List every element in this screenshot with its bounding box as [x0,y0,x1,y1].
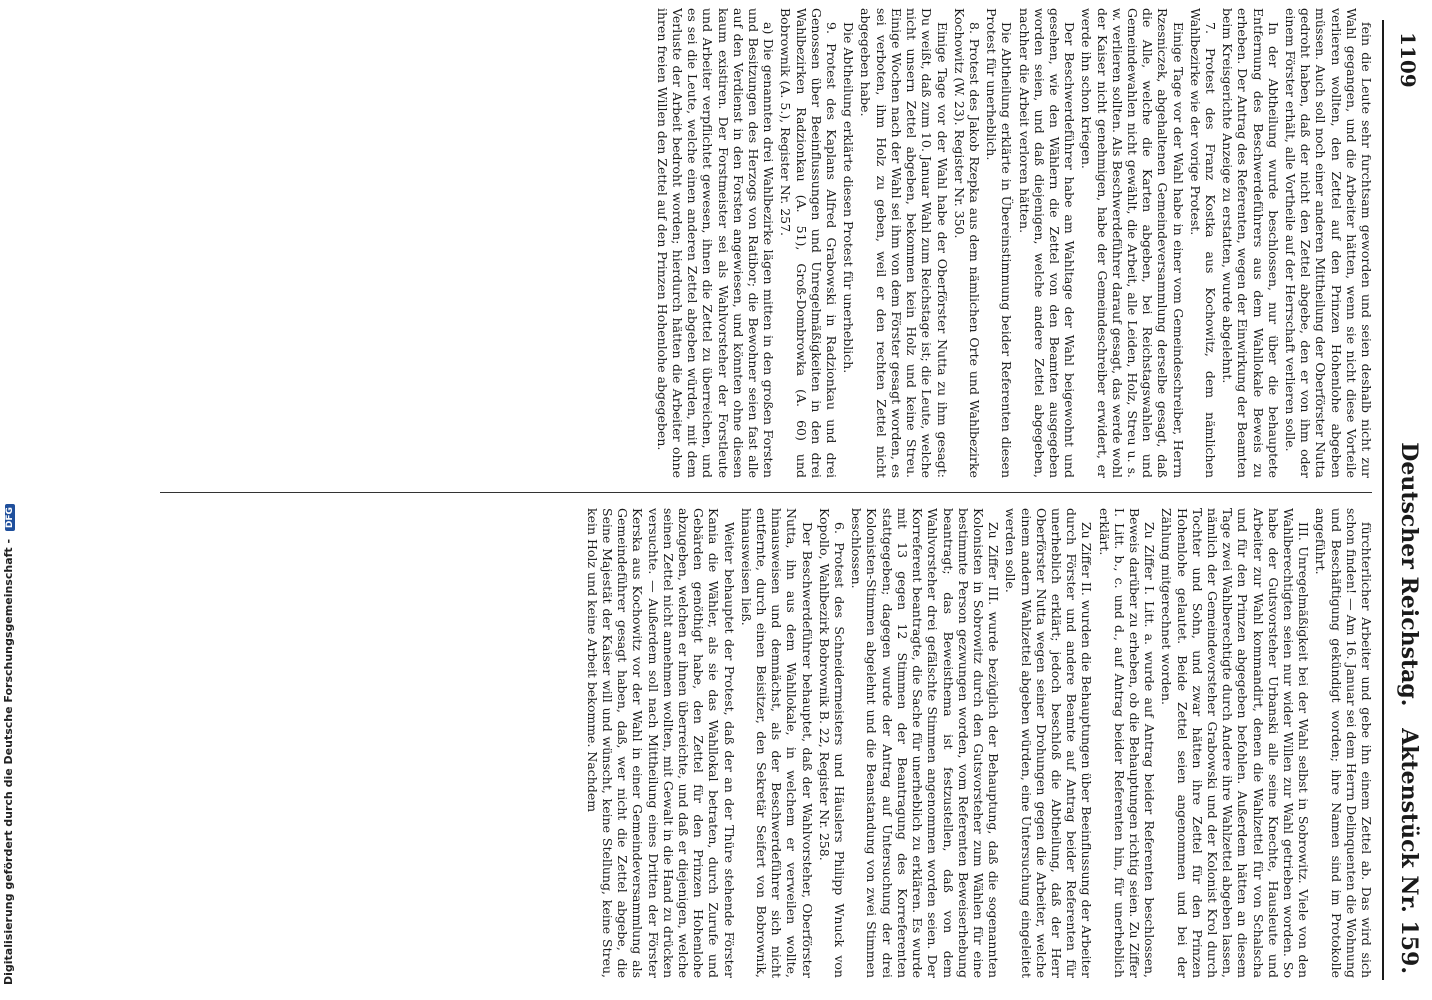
paragraph: 7. Protest des Franz Kostka aus Kochowitz, dem nämlichen Wahlbezirke wie der vorige Protest. [1187,8,1218,478]
running-title [1396,442,1422,974]
paragraph: 6. Protest des Schneidermeisters und Häuslers Philipp Wnuck von Kopollo, Wahlbezirk Bobrownik B. 22, Register Nr. 258. [816,508,848,978]
paragraph: Zu Ziffer III. wurde bezüglich der Behauptung, daß die sogenannten Kolonisten in Sobrowitz durch den Gutsvorsteher zum Wählen für eine bestimmte Person gezwungen worden, vom Referenten Beweiserhebung beantragt; das Beweisthema ist festzustellen, daß von dem Wahlvorsteher drei gefälschte Stimmen angenommen worden seien. Der Korreferent beantragte, die Sache für unerheblich zu erklären. Es wurde mit 13 gegen 12 Stimmen der Beantragung des Korreferenten stattgegeben; dagegen wurde der Antrag auf Untersuchung der drei Kolonisten-Stimmen abgelehnt und die Beanstandung von zwei Stimmen beschlossen. [849,508,1002,978]
paragraph: Der Beschwerdeführer behauptet, daß der Wahlvorsteher, Oberförster Nutta, ihn aus dem Wahllokale, in welchem er verweilen wollte, hinausweisen und demnächst, als der Beschwerdeführer sich nicht entfernte, durch einen Beisitzer, den Sekretär Seifert von Bobrownik, hinausweisen ließ. [738,508,815,978]
digitization-text: Digitalisierung gefördert durch die Deutsche Forschungsgemeinschaft - [2,538,15,985]
paragraph: Die Abtheilung erklärte diesen Protest für unerheblich. [841,22,857,374]
running-title-right: Aktenstück Nr. 159. [1396,728,1422,974]
text-column-right [160,508,1374,978]
running-header [1372,0,1432,1000]
paragraph: Einige Tage vor der Wahl habe der Oberförster Nutta zu ihm gesagt: Du weißt, daß zum 10. Januar Wahl zum Reichstage ist; die Leute, welche nicht unsern Zettel abgeben, bekommen kein Holz und keine Streu. Einige Wochen nach der Wahl sei ihm von dem Förster gesagt worden, es sei verboten, ihm Holz zu geben, weil er den rechten Zettel nicht abgegeben habe. [858,8,950,478]
paragraph: Die Abtheilung erklärte in Übereinstimmung beider Referenten diesen Protest für unerheblich. [984,8,1015,478]
page-number: 1109 [1396,32,1420,88]
dfg-logo: DFG [5,504,15,531]
paragraph: 8. Protest des Jakob Rzepka aus dem nämlichen Orte und Wahlbezirke Kochowitz (W. 23). Register Nr. 350. [951,8,982,478]
paragraph: fürchterlicher Arbeiter und gebe ihn einem Zettel ab. Das wird sich schon finden! — Am 16. Januar sei dem Herrn Delinquenten die Wohnung und Beschäftigung gekündigt worden; ihre Namen sind im Protokolle angeführt. [1313,508,1374,978]
paragraph: fein die Leute sehr furchtsam geworden und seien deshalb nicht zur Wahl gegangen, und die Arbeiter hätten, wenn sie nicht diese Vorteile verlieren wollten, den Zettel auf den Prinzen Hohenlohe abgeben müssen. Auch soll noch einer anderen Mittheilung der Oberförster Nutta gedroht haben, daß der nicht den Zettel abgebe, den er von ihm oder einem Förster erhält, alle Vortheile auf der Herrschaft verlieren solle. [1282,8,1374,478]
paragraph: In der Abtheilung wurde beschlossen, nur über die behauptete Entfernung des Beschwerdeführers aus dem Wahllokale Beweis zu erheben. Der Antrag des Referenten, wegen der Einwirkung der Beamten beim Kreisgerichte Anzeige zu erstatten, wurde abgelehnt. [1220,8,1281,478]
paragraph: Der Beschwerdeführer habe am Wahltage der Wahl beigewohnt und gesehen, wie den Wählern die Zettel von den Beamten ausgegeben worden seien, und daß diejenigen, welche andere Zettel abgegeben, nachher die Arbeit verloren hätten. [1016,8,1078,478]
text-column-left [160,8,1374,478]
paragraph: 9. Protest des Kaplans Alfred Grabowski in Radzionkau und drei Genossen über Beeinflussungen und Unregelmäßigkeiten in den drei Wahlbezirken Radzionkau (A. 51), Groß-Dombrowka (A. 60) und Bobrownik (A. 5.), Register Nr. 257. [778,8,840,478]
column-divider [160,492,1372,493]
bottom-margin [0,0,160,1000]
paragraph: Zu Ziffer I. Litt. a. wurde auf Antrag beider Referenten beschlossen, Beweis darüber zu erheben, ob die Behauptungen richtig seien. Zu Ziffer I. Litt. b., c. und d., auf Antrag beider Referenten hin, für unerheblich erklärt. [1096,508,1158,978]
paragraph: Einige Tage vor der Wahl habe in einer vom Gemeindeschreiber, Herrn Rzesniczek, abgehaltenen Gemeindeversammlung derselbe gesagt, daß die Alle, welche die Karten abgeben, bei Reichstagswahlen und Gemeindewahlen nicht gewählt, die Arbeit, alle Leiden, Holz, Streu u. s. w. verlieren sollten. Als Beschwerdeführer darauf gesagt, das werde wohl der Kaiser nicht genehmigen, habe der Gemeindeschreiber erwidert, er werde ihn schon kriegen. [1079,8,1186,478]
header-rule [1382,20,1384,980]
paragraph: Zu Ziffer II. wurden die Behauptungen über Beeinflussung der Arbeiter durch Förster und andere Beamte auf Antrag beider Referenten für unerheblich erklärt; jedoch beschloß die Abtheilung, daß der Herr Oberförster Nutta wegen seiner Drohungen gegen die Arbeiter, welche einem andern Wahlzettel abgeben würden, eine Untersuchung eingeleitet werden solle. [1003,508,1095,978]
paragraph: Weiter behauptet der Protest, daß der an der Thüre stehende Förster Kania die Wähler, als sie das Wahllokal betraten, durch Zurufe und Gebärden genöthigt habe, den Zettel für den Prinzen Hohenlohe abzugeben, welchen er ihnen überreichte, und daß er diejenigen, welche seinen Zettel nicht annehmen wollten, mit Gewalt in die Hand zu drücken versuchte. — Außerdem soll nach Mittheilung eines Dritten der Förster Kerska aus Kochowitz vor der Wahl in einer Gemeindeversammlung als Gemeindeführer gesagt haben, daß, wer nicht die Zettel abgebe, die Seine Majestät der Kaiser will und wünscht, keine Stellung, keine Streu, kein Holz und keine Arbeit bekomme. Nachdem [584,508,737,978]
paragraph: a) Die genannten drei Wahlbezirke lägen mitten in den großen Forsten und Besitzungen des Herzogs von Ratibor; die Bewohner seien fast alle auf den Verdienst in den Forsten angewiesen, und könnten ohne diesen kaum existiren. Der Forstmeister sei als Wahlvorsteher der Forstleute und Arbeiter verpflichtet gewesen, ihnen die Zettel zu überreichen, und es sei die Leute, welche einen anderen Zettel abgeben würden, mit dem Verluste der Arbeit bedroht worden; hierdurch hätten die Arbeiter ohne ihren freien Willen den Zettel auf den Prinzen Hohenlohe abgegeben. [654,8,777,478]
paragraph: III. Unregelmäßigkeit bei der Wahl selbst in Sobrowitz. Viele von den Wahlberechtigten seien nur wider Willen zur Wahl getrieben worden. So habe der Gutsvorsteher Urbanski alle seine Knechte, Hausleute und Arbeiter zur Wahl kommandirt, denen die Wahlzettel für von Schalscha und für den Prinzen abgegeben befohlen. Außerdem hätten an diesem Tage zwei Wahlberechtigte durch Andere ihre Wahlzettel abgeben lassen, nämlich der Gemeindevorsteher Grabowski und der Kolonist Krol durch Tochter und Sohn, und zwar hätten ihre Zettel für den Prinzen Hohenlohe gelautet. Beide Zettel seien angenommen und bei der Zählung mitgerechnet worden. [1159,508,1312,978]
running-title-left: Deutscher Reichstag. [1396,442,1422,707]
digitization-note [2,504,15,985]
